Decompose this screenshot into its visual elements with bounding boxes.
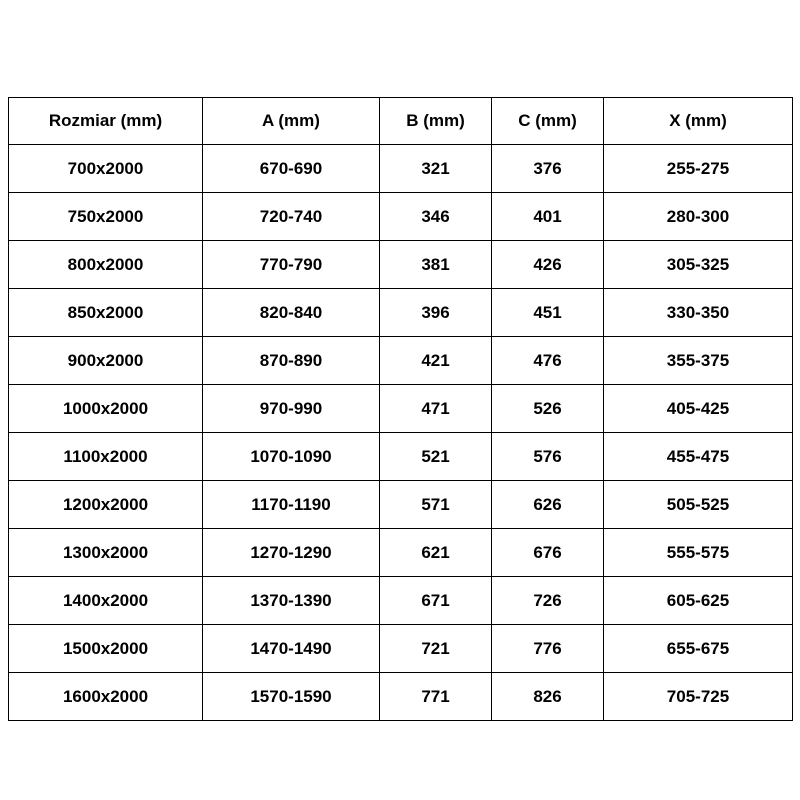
cell-a: 670-690 [203, 145, 380, 193]
column-header-c: C (mm) [492, 98, 604, 145]
cell-x: 605-625 [604, 577, 793, 625]
cell-x: 305-325 [604, 241, 793, 289]
cell-b: 471 [380, 385, 492, 433]
size-table [8, 97, 793, 721]
cell-b: 521 [380, 433, 492, 481]
cell-a: 720-740 [203, 193, 380, 241]
cell-c: 676 [492, 529, 604, 577]
cell-x: 505-525 [604, 481, 793, 529]
cell-b: 321 [380, 145, 492, 193]
table-row [9, 481, 793, 529]
table-row [9, 529, 793, 577]
cell-x: 405-425 [604, 385, 793, 433]
cell-rozmiar: 1000x2000 [9, 385, 203, 433]
cell-rozmiar: 1300x2000 [9, 529, 203, 577]
cell-a: 1070-1090 [203, 433, 380, 481]
cell-rozmiar: 700x2000 [9, 145, 203, 193]
table-row [9, 337, 793, 385]
cell-x: 330-350 [604, 289, 793, 337]
column-header-b: B (mm) [380, 98, 492, 145]
cell-c: 626 [492, 481, 604, 529]
cell-c: 376 [492, 145, 604, 193]
cell-b: 721 [380, 625, 492, 673]
table-row [9, 577, 793, 625]
cell-b: 346 [380, 193, 492, 241]
cell-x: 255-275 [604, 145, 793, 193]
table-row [9, 241, 793, 289]
cell-c: 726 [492, 577, 604, 625]
cell-rozmiar: 1400x2000 [9, 577, 203, 625]
cell-c: 526 [492, 385, 604, 433]
table-header-row [9, 98, 793, 145]
cell-a: 970-990 [203, 385, 380, 433]
size-table-container [8, 97, 792, 721]
column-header-x: X (mm) [604, 98, 793, 145]
table-row [9, 433, 793, 481]
cell-b: 621 [380, 529, 492, 577]
column-header-a: A (mm) [203, 98, 380, 145]
cell-b: 771 [380, 673, 492, 721]
cell-x: 280-300 [604, 193, 793, 241]
cell-a: 820-840 [203, 289, 380, 337]
cell-b: 421 [380, 337, 492, 385]
table-row [9, 145, 793, 193]
table-row [9, 289, 793, 337]
cell-c: 576 [492, 433, 604, 481]
cell-rozmiar: 900x2000 [9, 337, 203, 385]
table-row [9, 193, 793, 241]
cell-a: 770-790 [203, 241, 380, 289]
cell-c: 426 [492, 241, 604, 289]
cell-c: 776 [492, 625, 604, 673]
column-header-rozmiar: Rozmiar (mm) [9, 98, 203, 145]
cell-rozmiar: 1500x2000 [9, 625, 203, 673]
cell-a: 1370-1390 [203, 577, 380, 625]
cell-b: 381 [380, 241, 492, 289]
cell-x: 455-475 [604, 433, 793, 481]
cell-a: 1270-1290 [203, 529, 380, 577]
cell-rozmiar: 1600x2000 [9, 673, 203, 721]
cell-rozmiar: 850x2000 [9, 289, 203, 337]
cell-x: 655-675 [604, 625, 793, 673]
cell-rozmiar: 750x2000 [9, 193, 203, 241]
cell-a: 1470-1490 [203, 625, 380, 673]
cell-c: 401 [492, 193, 604, 241]
cell-a: 870-890 [203, 337, 380, 385]
cell-rozmiar: 1100x2000 [9, 433, 203, 481]
cell-b: 671 [380, 577, 492, 625]
cell-rozmiar: 1200x2000 [9, 481, 203, 529]
cell-c: 476 [492, 337, 604, 385]
table-header [9, 98, 793, 145]
table-body [9, 145, 793, 721]
cell-a: 1170-1190 [203, 481, 380, 529]
table-row [9, 673, 793, 721]
cell-x: 555-575 [604, 529, 793, 577]
cell-c: 826 [492, 673, 604, 721]
cell-rozmiar: 800x2000 [9, 241, 203, 289]
cell-a: 1570-1590 [203, 673, 380, 721]
cell-x: 355-375 [604, 337, 793, 385]
table-row [9, 625, 793, 673]
table-row [9, 385, 793, 433]
cell-b: 396 [380, 289, 492, 337]
cell-x: 705-725 [604, 673, 793, 721]
cell-c: 451 [492, 289, 604, 337]
cell-b: 571 [380, 481, 492, 529]
